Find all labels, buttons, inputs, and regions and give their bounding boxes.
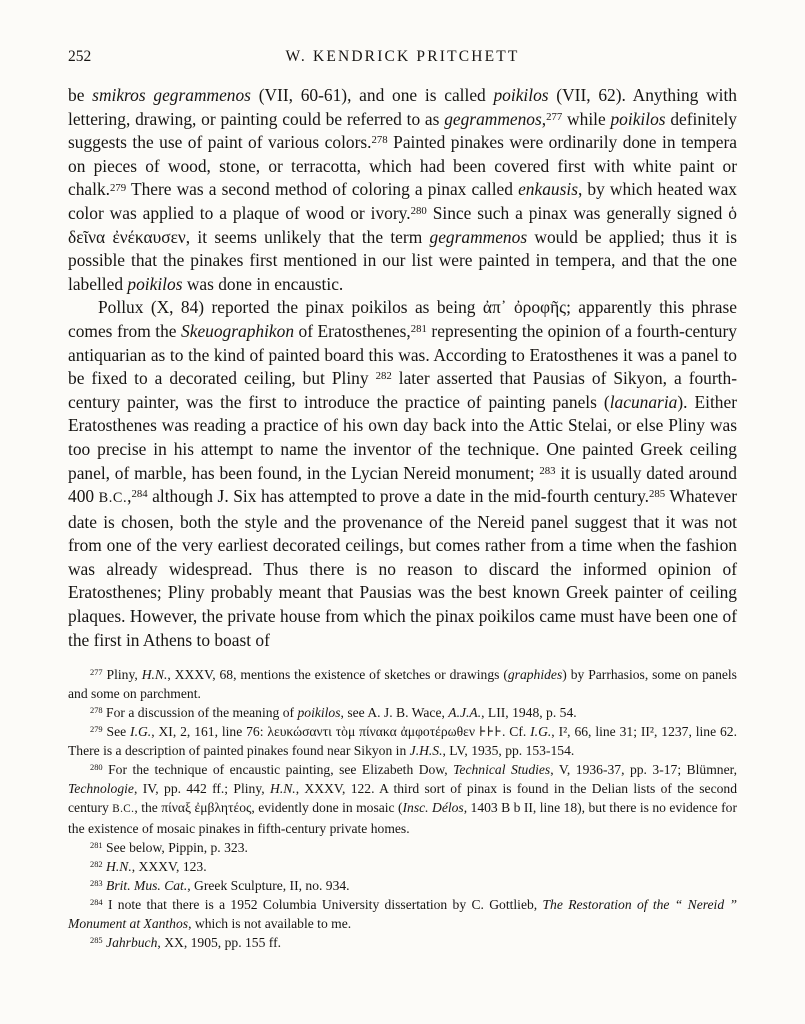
footnote-marker: 282 [375,370,392,383]
footnote-marker: 279 [90,724,103,735]
footnote-marker: 282 [90,859,103,870]
footnote-marker: 278 [90,705,103,716]
text-run: would be applied; thus it is possible that the pinakes first mentioned in our list were painted in tempera, and that the one labelled [68,226,737,294]
footnote-marker: 277 [90,667,103,678]
text-run: graphides [507,667,563,683]
text-run: J.H.S. [409,743,443,759]
text-run: See [102,724,131,740]
footnote-marker: 285 [90,935,103,946]
text-run: There was a second method of coloring a pinax called [126,179,519,200]
footnotes-section [68,665,737,952]
text-run: Insc. Délos [402,800,464,816]
text-run: definitely suggests the use of paint of various colors. [68,108,737,153]
text-run: , Greek Sculpture, II, no. 934. [187,878,350,894]
running-head: W. KENDRICK PRITCHETT [285,48,520,65]
text-run: For the technique of encaustic painting, see Elizabeth Dow, [102,762,454,778]
footnote-marker: 284 [90,897,103,908]
text-run: πίναξ ἐμβλητέος [161,800,252,816]
text-run: , it seems unlikely that the term [185,226,430,247]
text-run: smikros gegrammenos [92,85,251,105]
footnote-278 [68,703,737,722]
text-run: Technologie [68,781,134,797]
text-run: (VII, 60-61), and one is called [250,85,494,105]
text-run: I note that there is a 1952 Columbia University dissertation by C. Gottlieb, [102,897,543,913]
footnote-marker: 280 [90,762,103,773]
text-run: , LII, 1948, p. 54. [481,705,577,721]
text-run: , 1403 B b II, line 18), but there is no evidence for the existence of mosaic pinakes in fifth-century private homes. [68,800,737,837]
footnote-marker: 281 [410,323,427,336]
text-run: although J. Six has attempted to prove a date in the mid-fourth century. [147,486,650,507]
text-run: ) by Parrhasios, some on panels and some on parchment. [68,667,737,702]
text-run: , [127,486,132,507]
text-run: The Restoration of the “ Nereid ” Monument at Xanthos [68,897,738,932]
text-run: , see A. J. B. Wace, [340,705,449,721]
text-run: , XXXV, 123. [131,859,207,875]
text-run: ὁ δεῖνα ἐνέκαυσεν [68,202,737,247]
footnote-marker: 278 [371,134,388,147]
text-run: , the [134,800,162,816]
text-run: , XX, 1905, pp. 155 ff. [157,935,281,951]
text-run: gegrammenos [444,108,542,129]
text-run: Whatever date is chosen, both the style and the provenance of the Nereid panel suggest that it was not from one of the very earliest decorated ceilings, but comes rather from a time when the fashion was already widespread. Thus there is no reason to discard the informed opinion of Eratosthenes; Pliny probably meant that Pausias was the best known Greek painter of ceiling plaques. However, the private house from which the pinax poikilos came must have been one of the first in Athens to boast of [68,486,738,650]
footnote-marker: 285 [649,488,666,501]
text-run: . Cf. [501,724,531,740]
footnote-284 [68,895,737,933]
text-run: ; apparently this phrase comes from the [68,297,737,341]
paragraph-1 [68,84,737,296]
footnote-280 [68,760,737,838]
text-run: Painted pinakes were ordinarily done in tempera on pieces of wood, stone, or terracotta, which had been covered first with white paint or chalk. [68,132,738,200]
text-run: , XXXV, 68, mentions the existence of sketches or drawings ( [167,667,508,683]
text-run: of Eratosthenes, [294,320,411,341]
footnote-marker: 283 [90,878,103,889]
text-run: H.N. [270,781,296,797]
text-run: Since such a pinax was generally signed [426,202,729,223]
text-run: See below, Pippin, p. 323. [102,840,248,856]
text-run: Skeuographikon [181,320,295,341]
text-run: poikilos [297,705,341,721]
text-run: gegrammenos [429,226,528,247]
text-run: Pollux (X, 84) reported the pinax poikilos as being [98,297,483,318]
text-run: Jahrbuch [106,935,158,951]
text-run: Technical Studies [453,762,551,778]
text-run: For a discussion of the meaning of [102,705,298,721]
footnote-marker: 284 [131,488,148,501]
text-run: enkausis [518,179,578,200]
text-run: A.J.A. [448,705,482,721]
text-run: (VII, 62). Anything with lettering, drawing, or painting could be referred to as [68,85,738,129]
text-run: Brit. Mus. Cat. [106,878,188,894]
footnote-282 [68,857,737,876]
page-header [68,48,737,70]
footnote-281 [68,838,737,857]
text-run: , IV, pp. 442 ff.; Pliny, [133,781,270,797]
text-run: , I², 66, line 31; II², 1237, line 62. There is a description of painted pinakes found near Sikyon in [68,724,737,759]
text-run: , LV, 1935, pp. 153-154. [442,743,575,759]
text-run: B.C. [98,490,128,507]
text-run: H.N. [106,859,132,875]
text-run: Pliny, [102,667,142,683]
text-run: , [541,108,547,129]
text-run: poikilos [610,108,666,129]
text-run: I.G. [130,724,152,740]
text-run: it is usually dated around 400 [68,462,737,507]
footnote-285 [68,933,737,952]
text-run: ἀπ᾽ ὀροφῆς [482,297,567,318]
text-run: , V, 1936-37, pp. 3-17; Blümner, [550,762,737,778]
footnote-marker: 280 [410,205,427,218]
page-number: 252 [68,48,92,65]
footnote-283 [68,876,737,895]
text-run: lacunaria [609,391,678,412]
text-run: poikilos [127,273,183,294]
text-run: I.G. [530,724,552,740]
text-run: λευκώσαντι τὸμ πίνακα ἀμφοτέρωθεν ⊦⊦⊦ [267,724,502,740]
footnote-277 [68,665,737,703]
body-text [68,84,737,652]
text-run: later asserted that Pausias of Sikyon, a fourth-century painter, was the first to introduce the practice of painting panels ( [68,368,737,412]
text-run: H.N. [141,667,168,683]
paragraph-2 [68,296,737,652]
text-run: , evidently done in mosaic ( [251,800,403,816]
text-run: poikilos [493,85,549,105]
text-run: be [68,85,93,105]
footnote-marker: 279 [110,181,127,194]
text-run: while [562,108,611,129]
text-run: representing the opinion of a fourth-century antiquarian as to the kind of painted board this was. According to Eratosthenes it was a panel to be fixed to a decorated ceiling, but Pliny [68,320,737,389]
text-run: was done in encaustic. [182,273,344,294]
text-run: , XXXV, 122. A third sort of pinax is found in the Delian lists of the second century [68,781,737,816]
footnote-marker: 283 [539,464,556,477]
footnote-marker: 277 [546,110,563,123]
text-run: , XI, 2, 161, line 76: [151,724,268,740]
text-run: ). Either Eratosthenes was reading a practice of his own day back into the Attic Stelai, or else Pliny was too precise in his attempt to name the inventor of the technique. One painted Greek ceiling panel, of marble, has been found, in the Lycian Nereid monument; [68,391,738,483]
text-run: B.C. [112,803,135,816]
footnote-279 [68,722,737,760]
footnote-marker: 281 [90,840,103,851]
text-run: , by which heated wax color was applied to a plaque of wood or ivory. [68,179,737,223]
text-run: , which is not available to me. [188,916,352,932]
